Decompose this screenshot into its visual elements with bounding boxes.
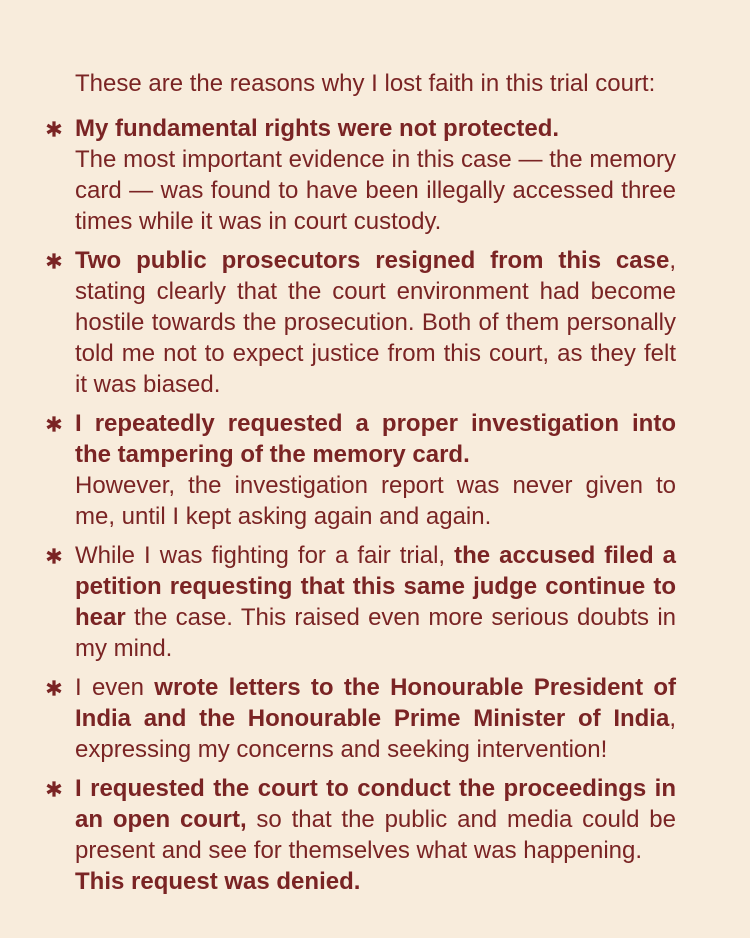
asterisk-icon <box>44 113 64 144</box>
asterisk-icon <box>44 540 64 571</box>
reason-6-footer: This request was denied. <box>75 868 361 895</box>
reason-5-pre: I even <box>75 674 155 701</box>
reason-item-3 <box>75 408 676 532</box>
reason-1-heading: My fundamental rights were not protected. <box>75 115 560 142</box>
reason-5-bold: wrote letters to the Honourable President of India and the Honourable Prime Minister of India <box>75 674 677 732</box>
reason-3-text: However, the investigation report was never given to me, until I kept asking again and again. <box>75 472 676 530</box>
asterisk-icon <box>44 672 64 703</box>
reason-item-1 <box>75 113 676 237</box>
reason-4-bold: the accused filed a petition requesting that this same judge continue to hear <box>75 542 676 631</box>
reason-1-text: The most important evidence in this case — the memory card — was found to have been illegally accessed three times while it was in court custody. <box>75 146 676 235</box>
reasons-list <box>75 113 676 897</box>
reason-item-6 <box>75 773 676 897</box>
reason-5-post: , expressing my concerns and seeking intervention! <box>75 705 676 763</box>
asterisk-icon <box>44 408 64 439</box>
intro-text: These are the reasons why I lost faith in this trial court: <box>75 70 656 97</box>
reason-item-2 <box>75 245 676 400</box>
reason-4-pre: While I was fighting for a fair trial, <box>75 542 455 569</box>
asterisk-icon <box>44 245 64 276</box>
reason-3-heading: I repeatedly requested a proper investigation into the tampering of the memory card. <box>75 410 676 468</box>
reason-6-post: so that the public and media could be present and see for themselves what was happening. <box>75 806 676 864</box>
reason-item-4 <box>75 540 676 664</box>
reason-4-post: the case. This raised even more serious doubts in my mind. <box>75 604 676 662</box>
reason-6-bold: I requested the court to conduct the proceedings in an open court, <box>75 775 676 833</box>
asterisk-icon <box>44 773 64 804</box>
reason-item-5 <box>75 672 676 765</box>
reason-2-text: , stating clearly that the court environment had become hostile towards the prosecution. Both of them personally told me not to expect justice from this court, as they felt it was biased. <box>75 247 676 398</box>
reason-2-bold: Two public prosecutors resigned from this case <box>75 247 670 274</box>
